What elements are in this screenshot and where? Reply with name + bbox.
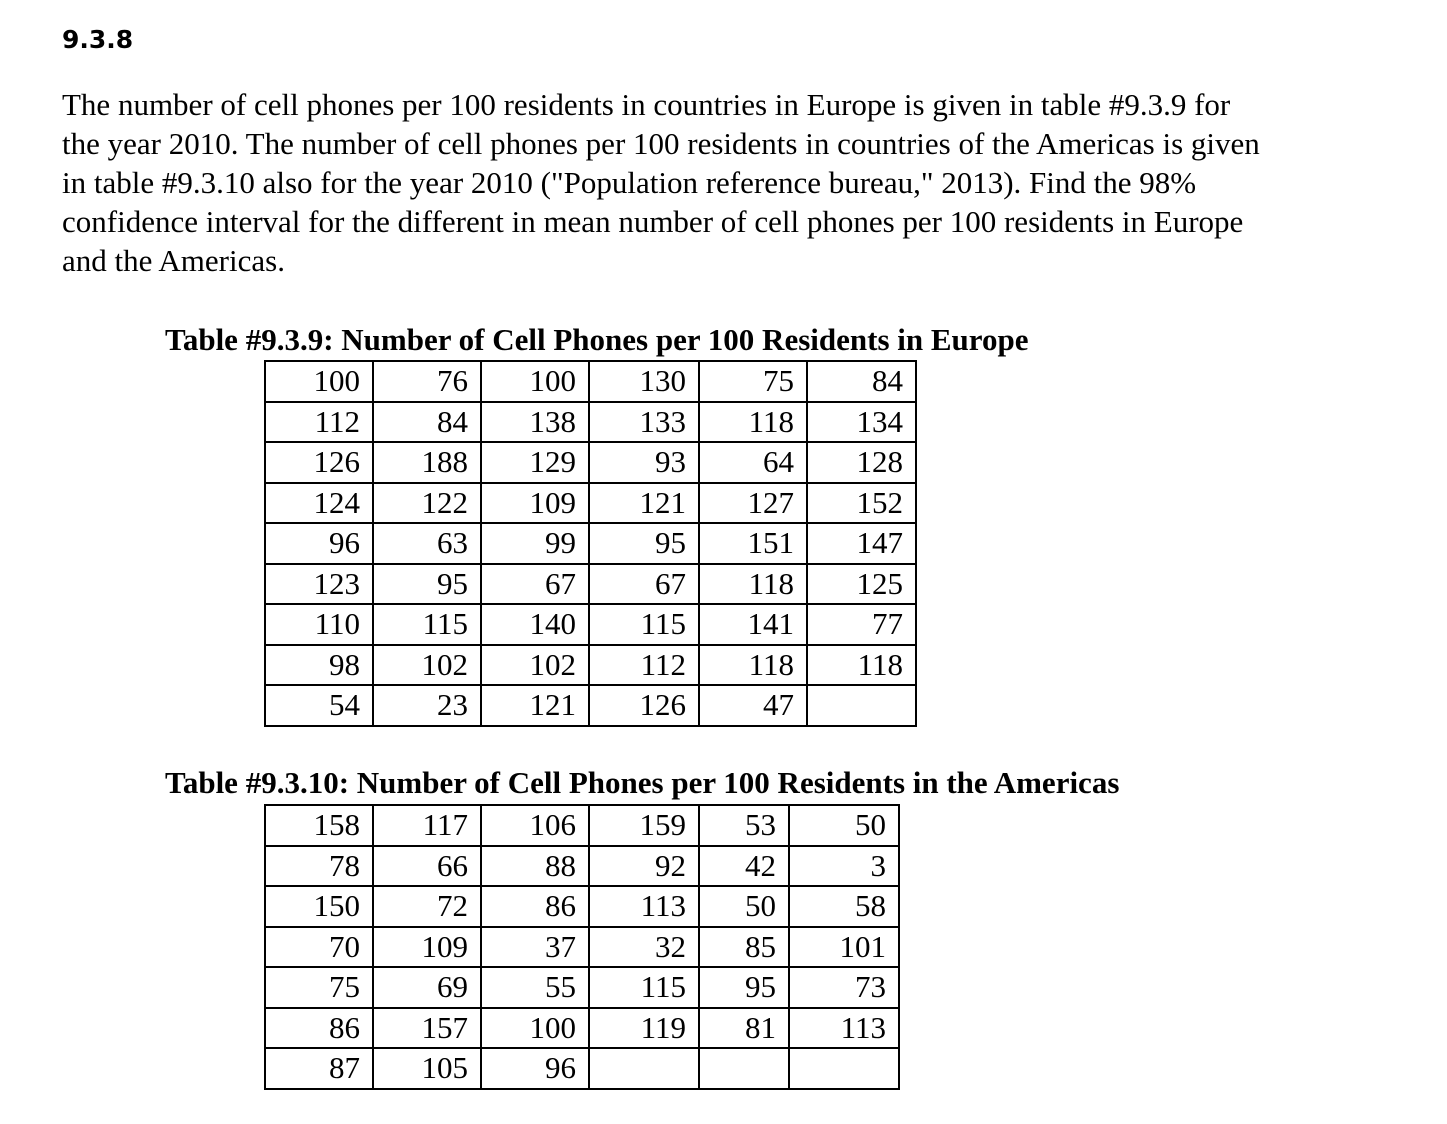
- table-cell: 134: [807, 402, 916, 443]
- table-row: [265, 967, 899, 1008]
- europe-table-body: [265, 361, 916, 726]
- table-cell: 126: [589, 685, 699, 726]
- table-cell: 58: [789, 886, 899, 927]
- table-cell: 66: [373, 846, 481, 887]
- table-cell: 102: [481, 645, 589, 686]
- table-cell: 88: [481, 846, 589, 887]
- table-cell: 138: [481, 402, 589, 443]
- table-cell: 127: [699, 483, 807, 524]
- table-cell: 121: [481, 685, 589, 726]
- table-cell: 95: [589, 523, 699, 564]
- table-cell: 102: [373, 645, 481, 686]
- table-cell: 117: [373, 805, 481, 846]
- table-cell: 78: [265, 846, 373, 887]
- table-cell: 69: [373, 967, 481, 1008]
- table-cell: 32: [589, 927, 699, 968]
- table-cell: 95: [373, 564, 481, 605]
- table-cell: 3: [789, 846, 899, 887]
- table-cell: 110: [265, 604, 373, 645]
- table-cell: 23: [373, 685, 481, 726]
- table-cell: 152: [807, 483, 916, 524]
- table-row: [265, 483, 916, 524]
- table-cell: 64: [699, 442, 807, 483]
- table-cell: 75: [699, 361, 807, 402]
- table-cell: 75: [265, 967, 373, 1008]
- table-cell: 47: [699, 685, 807, 726]
- table-cell: 112: [265, 402, 373, 443]
- table-cell: 118: [699, 564, 807, 605]
- table-cell: 81: [699, 1008, 789, 1049]
- table-cell: 70: [265, 927, 373, 968]
- table-cell: 118: [807, 645, 916, 686]
- table-cell: 86: [481, 886, 589, 927]
- table-cell: 86: [265, 1008, 373, 1049]
- table-row: [265, 604, 916, 645]
- table-row: [265, 402, 916, 443]
- table-row: [265, 846, 899, 887]
- problem-statement-line: the year 2010. The number of cell phones per 100 residents in countries of the Americas is given: [62, 126, 1260, 161]
- table-cell: 119: [589, 1008, 699, 1049]
- table-cell: 77: [807, 604, 916, 645]
- americas-table: [264, 804, 900, 1090]
- table-caption-americas: Table #9.3.10: Number of Cell Phones per 100 Residents in the Americas: [165, 765, 1120, 800]
- table-cell: 100: [481, 361, 589, 402]
- table-cell: 188: [373, 442, 481, 483]
- table-cell: 105: [373, 1048, 481, 1089]
- table-cell: [789, 1048, 899, 1089]
- table-cell: 159: [589, 805, 699, 846]
- table-cell: 84: [373, 402, 481, 443]
- table-cell: 123: [265, 564, 373, 605]
- table-cell: 85: [699, 927, 789, 968]
- table-cell: 53: [699, 805, 789, 846]
- table-cell: 125: [807, 564, 916, 605]
- table-cell: 76: [373, 361, 481, 402]
- table-cell: [699, 1048, 789, 1089]
- table-cell: 63: [373, 523, 481, 564]
- table-cell: 133: [589, 402, 699, 443]
- table-cell: 84: [807, 361, 916, 402]
- table-cell: 126: [265, 442, 373, 483]
- table-cell: 157: [373, 1008, 481, 1049]
- table-cell: 109: [373, 927, 481, 968]
- problem-statement-line: in table #9.3.10 also for the year 2010 ("Population reference bureau," 2013). Find the 98%: [62, 165, 1197, 200]
- table-cell: 55: [481, 967, 589, 1008]
- table-cell: 93: [589, 442, 699, 483]
- table-row: [265, 886, 899, 927]
- table-cell: 129: [481, 442, 589, 483]
- table-cell: 67: [481, 564, 589, 605]
- table-cell: 115: [373, 604, 481, 645]
- table-cell: 50: [699, 886, 789, 927]
- problem-statement: [62, 85, 1402, 280]
- table-cell: 106: [481, 805, 589, 846]
- table-cell: 124: [265, 483, 373, 524]
- problem-statement-line: confidence interval for the different in mean number of cell phones per 100 residents in Europe: [62, 204, 1244, 239]
- table-row: [265, 927, 899, 968]
- table-cell: 92: [589, 846, 699, 887]
- table-cell: 147: [807, 523, 916, 564]
- table-cell: 112: [589, 645, 699, 686]
- table-cell: 67: [589, 564, 699, 605]
- table-cell: [807, 685, 916, 726]
- table-row: [265, 1008, 899, 1049]
- americas-table-body: [265, 805, 899, 1089]
- table-cell: 141: [699, 604, 807, 645]
- europe-table: [264, 360, 917, 727]
- table-cell: 109: [481, 483, 589, 524]
- table-cell: 99: [481, 523, 589, 564]
- table-cell: 118: [699, 402, 807, 443]
- table-cell: 113: [789, 1008, 899, 1049]
- table-cell: 128: [807, 442, 916, 483]
- table-cell: 140: [481, 604, 589, 645]
- table-cell: 96: [265, 523, 373, 564]
- table-cell: 100: [265, 361, 373, 402]
- table-cell: 100: [481, 1008, 589, 1049]
- problem-number: 9.3.8: [62, 25, 134, 54]
- table-cell: 113: [589, 886, 699, 927]
- table-row: [265, 442, 916, 483]
- table-cell: 95: [699, 967, 789, 1008]
- table-cell: 42: [699, 846, 789, 887]
- table-cell: 158: [265, 805, 373, 846]
- table-cell: [589, 1048, 699, 1089]
- table-cell: 72: [373, 886, 481, 927]
- table-row: [265, 564, 916, 605]
- table-cell: 37: [481, 927, 589, 968]
- table-cell: 118: [699, 645, 807, 686]
- table-cell: 121: [589, 483, 699, 524]
- table-cell: 50: [789, 805, 899, 846]
- table-cell: 115: [589, 604, 699, 645]
- table-cell: 98: [265, 645, 373, 686]
- table-row: [265, 685, 916, 726]
- table-cell: 115: [589, 967, 699, 1008]
- problem-statement-line: The number of cell phones per 100 residents in countries in Europe is given in table #9.3.9 for: [62, 87, 1231, 122]
- table-row: [265, 805, 899, 846]
- table-cell: 101: [789, 927, 899, 968]
- problem-statement-line: and the Americas.: [62, 243, 285, 278]
- table-row: [265, 1048, 899, 1089]
- table-cell: 96: [481, 1048, 589, 1089]
- table-row: [265, 523, 916, 564]
- table-row: [265, 361, 916, 402]
- table-row: [265, 645, 916, 686]
- table-cell: 130: [589, 361, 699, 402]
- table-cell: 73: [789, 967, 899, 1008]
- table-caption-europe: Table #9.3.9: Number of Cell Phones per 100 Residents in Europe: [165, 322, 1029, 357]
- table-cell: 150: [265, 886, 373, 927]
- table-cell: 122: [373, 483, 481, 524]
- table-cell: 151: [699, 523, 807, 564]
- table-cell: 54: [265, 685, 373, 726]
- table-cell: 87: [265, 1048, 373, 1089]
